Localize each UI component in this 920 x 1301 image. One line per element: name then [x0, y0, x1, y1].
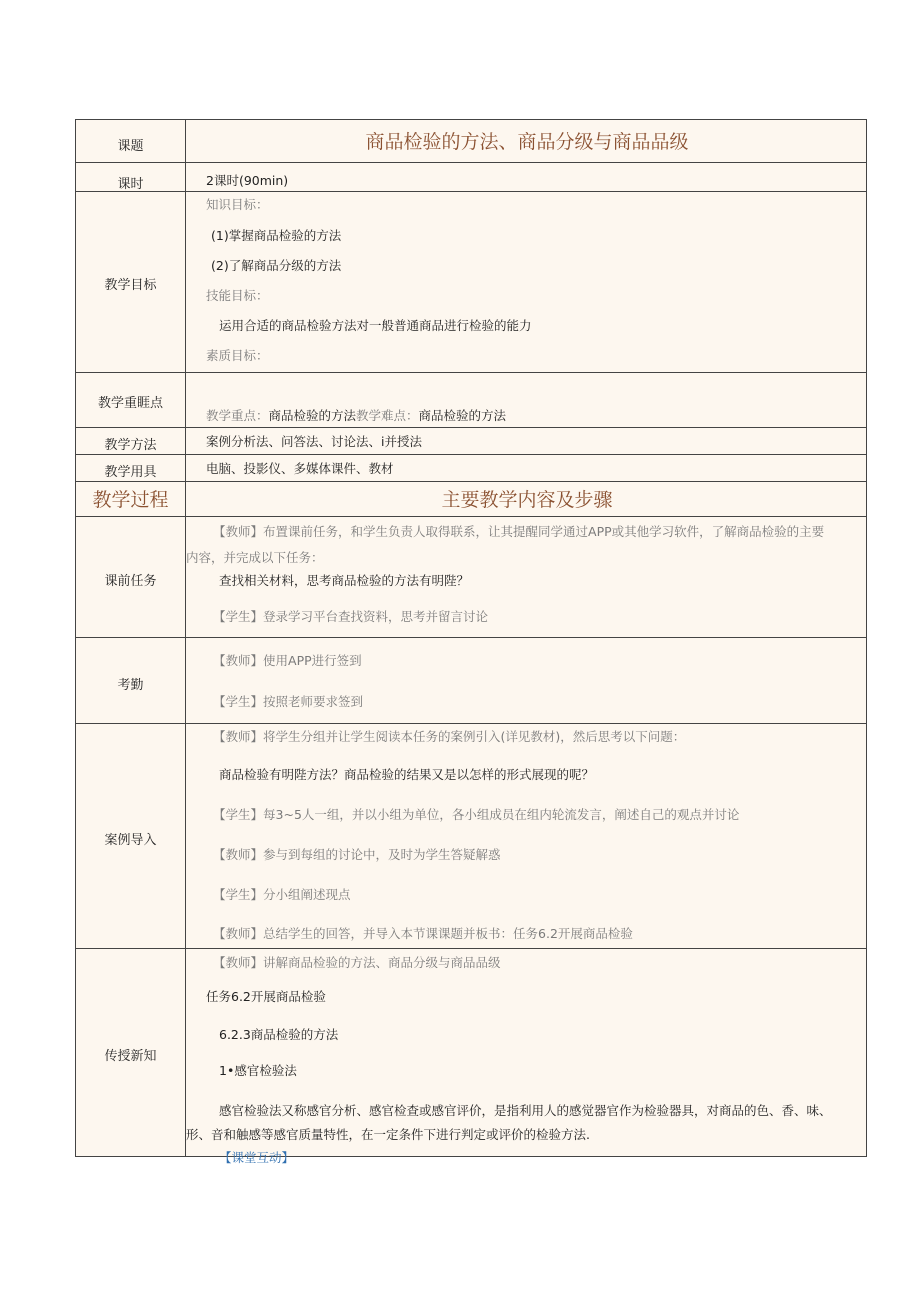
row-divider [76, 723, 866, 724]
case-intro-student-2: 【学生】分小组阐述现点 [213, 887, 351, 902]
teacher-tag: 【教师】 [213, 524, 264, 539]
row-divider [76, 372, 866, 373]
hours-value: 2课时(90min) [206, 173, 289, 188]
pre-task-teacher: 【教师】布置课前任务，和学生负责人取得联系，让其提醒同学通过APP或其他学习软件，了解商品检验的主要 [213, 524, 825, 539]
pre-task-label: 课前任务 [104, 574, 157, 589]
teacher-tag: 【教师】 [213, 955, 264, 970]
knowledge-item: (1)掌握商品检验的方法 [211, 228, 342, 243]
row-divider [76, 454, 866, 455]
lesson-plan-table [75, 119, 867, 1165]
objectives-label: 教学目标 [104, 278, 157, 293]
teacher-tag: 【教师】 [213, 729, 264, 744]
classroom-interaction-tag: 【课堂互动】 [219, 1150, 295, 1165]
content-header: 主要教学内容及步骤 [441, 489, 613, 511]
row-divider [76, 948, 866, 949]
student-tag: 【学生】 [213, 609, 264, 624]
case-intro-label: 案例导入 [104, 833, 157, 848]
key-points-label: 教学重睚点 [97, 396, 163, 411]
teacher-tag: 【教师】 [213, 926, 264, 941]
difficulty-value: 商品检验的方法 [418, 408, 507, 423]
methods-value: 案例分析法、问答法、讨论法、i并授法 [206, 434, 422, 449]
skill-item: 运用合适的商品检验方法对一般普通商品进行检验的能力 [219, 318, 532, 333]
quality-heading: 素质目标： [206, 348, 269, 363]
methods-label: 教学方法 [104, 438, 157, 453]
attendance-teacher: 【教师】使用APP进行签到 [213, 653, 362, 668]
row-divider [76, 516, 866, 517]
teacher-tag: 【教师】 [213, 847, 264, 862]
key-label: 教学重点： [206, 408, 269, 423]
method-item: 1•感官检验法 [219, 1063, 297, 1078]
case-intro-question: 商品检验有明陛方法？商品检验的结果又是以怎样的形式展现的呢？ [219, 767, 595, 782]
tools-label: 教学用具 [104, 465, 157, 480]
pre-task-teacher-cont: 内容，并完成以下任务： [186, 550, 324, 565]
knowledge-heading: 知识目标： [206, 197, 269, 212]
case-intro-teacher-1: 【教师】将学生分组并让学生阅读本任务的案例引入(详见教材)，然后思考以下问题： [213, 729, 686, 744]
method-paragraph-cont: 形、音和触感等感官质量特性，在一定条件下进行判定或评价的检验方法. [186, 1127, 590, 1142]
attendance-student: 【学生】按照老师要求签到 [213, 694, 364, 709]
case-intro-teacher-2: 【教师】参与到每组的讨论中，及时为学生答疑解惑 [213, 847, 501, 862]
attendance-label: 考勤 [117, 678, 144, 693]
skill-heading: 技能目标： [206, 288, 269, 303]
difficulty-label: 教学难点： [356, 408, 419, 423]
key-value: 商品检验的方法 [268, 408, 357, 423]
task-title: 任务6.2开展商品检验 [206, 989, 326, 1004]
teacher-tag: 【教师】 [213, 653, 264, 668]
column-divider [185, 120, 186, 1156]
subsection-title: 6.2.3商品检验的方法 [219, 1027, 339, 1042]
row-divider [76, 162, 866, 163]
row-divider [76, 191, 866, 192]
topic-label: 课题 [117, 139, 144, 154]
new-knowledge-label: 传授新知 [104, 1049, 157, 1064]
case-intro-teacher-3: 【教师】总结学生的回答，并导入本节课课题并板书：任务6.2开展商品检验 [213, 926, 633, 941]
topic-title: 商品检验的方法、商品分级与商品品级 [365, 131, 689, 153]
student-tag: 【学生】 [213, 887, 264, 902]
pre-task-question: 查找相关材料，思考商品检验的方法有明陛？ [219, 573, 470, 588]
row-divider [76, 427, 866, 428]
hours-label: 课时 [117, 177, 144, 192]
student-tag: 【学生】 [213, 694, 264, 709]
method-paragraph: 感官检验法又称感官分析、感官检查或感官评价，是指利用人的感觉器官作为检验器具，对商品的色、香、味、 [219, 1103, 832, 1118]
row-divider [76, 637, 866, 638]
new-knowledge-teacher: 【教师】讲解商品检验的方法、商品分级与商品品级 [213, 955, 501, 970]
knowledge-item: (2)了解商品分级的方法 [211, 258, 342, 273]
student-tag: 【学生】 [213, 807, 264, 822]
key-points-line [206, 408, 506, 424]
row-divider [76, 481, 866, 482]
process-header: 教学过程 [92, 489, 169, 511]
pre-task-student: 【学生】登录学习平台查找资料，思考并留言讨论 [213, 609, 489, 624]
tools-value: 电脑、投影仪、多媒体课件、教材 [206, 461, 394, 476]
case-intro-student-1: 【学生】每3~5人一组，并以小组为单位，各小组成员在组内轮流发言，阐述自己的观点并讨论 [213, 807, 740, 822]
